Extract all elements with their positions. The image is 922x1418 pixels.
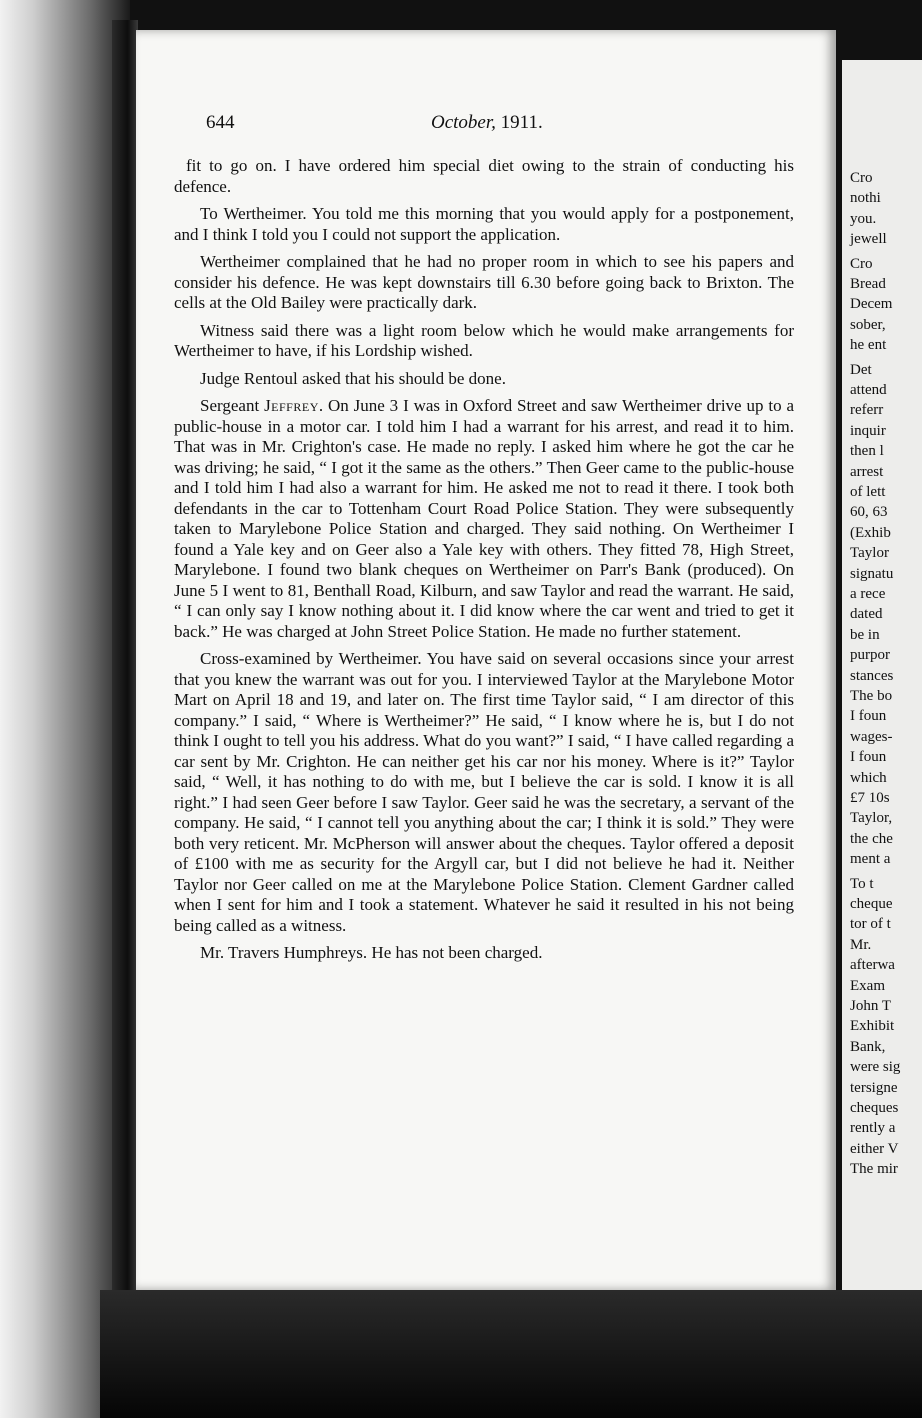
facing-page-line: Taylor (850, 545, 889, 562)
facing-page-line: rently a (850, 1120, 896, 1137)
facing-page-line: Mr. (850, 936, 872, 953)
witness-name: Jeffrey (264, 396, 319, 415)
facing-page-line: I foun (850, 708, 887, 725)
facing-page-line: signatu (850, 565, 894, 582)
facing-page-line: Bank, (850, 1038, 886, 1055)
facing-page-line: you. (850, 210, 877, 227)
facing-page-line: tor of t (850, 916, 891, 933)
paragraph: To Wertheimer. You told me this morning that you would apply for a postponement, and I think I told you I could not support the application. (174, 204, 794, 244)
facing-page-line: The mir (850, 1161, 898, 1178)
paragraph-continuation: fit to go on. I have ordered him special diet owing to the strain of conducting his defence. (174, 156, 794, 196)
facing-page-line: £7 10s (850, 790, 890, 806)
facing-page-line: dated (850, 606, 883, 623)
paragraph: Judge Rentoul asked that his should be done. (200, 368, 506, 388)
facing-page-line: Cro (850, 170, 873, 186)
facing-page-line: of lett (850, 484, 886, 500)
paragraph: Wertheimer complained that he had no proper room in which to see his papers and consider his defence. He was kept downstairs till 6.30 before going back to Brixton. The cells at the Old Bailey were practically dark. (174, 252, 794, 312)
facing-page-line: wages- (850, 728, 893, 745)
facing-page-line: attend (850, 382, 887, 398)
page-gutter (0, 0, 130, 1418)
facing-page-line: then l (850, 443, 884, 460)
paragraph: Mr. Travers Humphreys. He has not been charged. (200, 943, 543, 962)
facing-page-line: cheques (850, 1100, 899, 1116)
page-number: 644 (206, 112, 235, 133)
facing-page-line: Exhibit (850, 1018, 895, 1035)
bottom-shadow (100, 1290, 922, 1418)
facing-page-line: either V (850, 1140, 899, 1157)
facing-page-line: nothi (850, 190, 881, 207)
header-date (431, 112, 543, 134)
facing-page-line: Cro (850, 255, 873, 272)
facing-page-line: which (850, 769, 887, 786)
facing-page-line: sober, (850, 316, 886, 333)
facing-page-line: purpor (850, 647, 890, 664)
paragraph: Witness said there was a light room below which he would make arrangements for Wertheimer to have, if his Lordship wished. (174, 320, 794, 360)
facing-page-line: Exam (850, 977, 885, 994)
facing-page-line: Bread (850, 276, 886, 292)
book-binding-edge (112, 20, 138, 1320)
facing-page-line: afterwa (850, 957, 895, 974)
facing-page (842, 60, 922, 1290)
facing-page-line: (Exhib (850, 524, 891, 541)
paragraph-cross-examination: Cross-examined by Wertheimer. You have said on several occasions since your arrest that you knew the warrant was out for you. I interviewed Taylor at the Marylebone Motor Mart on April 18 and 19, and later on. The first time Taylor said, “ I am director of this company.” I said, “ Where is Wertheimer?” He said, “ I know where he is, but I do not think I ought to tell you his address. What do you want?” I said, “ I have called regarding a car sent by Mr. Crighton. He can neither get his car nor his money. Where is it?” Taylor said, “ Well, it has nothing to do with me, but I believe the car is sold. I know it is all right.” I had seen Geer before I saw Taylor. Geer said he was the secretary, a servant of the company. He said, “ I cannot tell you anything about the car; I think it is sold.” They were both very reticent. Mr. McPherson will answer about the cheques. Taylor offered a deposit of £100 with me as security for the Argyll car, but I did not believe he had it. Neither Taylor nor Geer called on me at the Marylebone Police Station. Clement Gardner called when I sent for him and I took a statement. Whatever he said it resulted in his not being being called as a witness. (174, 649, 794, 935)
facing-page-line: John T (850, 998, 891, 1014)
facing-page-line: jewell (850, 231, 887, 248)
page-header (206, 112, 586, 136)
facing-page-line: a rece (850, 586, 886, 602)
facing-page-line: tersigne (850, 1079, 898, 1096)
facing-page-line: the che (850, 830, 893, 847)
facing-page-line: I foun (850, 749, 887, 766)
facing-page-line: Det (850, 361, 872, 378)
facing-page-line: Decem (850, 296, 893, 313)
page-body (174, 156, 794, 971)
facing-page-line: cheque (850, 896, 893, 912)
header-year: 1911. (500, 112, 543, 133)
facing-page-line: stances (850, 667, 894, 684)
testimony-lead: Sergeant (200, 396, 265, 415)
facing-page-line: 60, 63 (850, 504, 888, 521)
facing-page-line: referr (850, 402, 884, 419)
facing-page-line: were sig (850, 1059, 901, 1076)
facing-page-line: be in (850, 626, 880, 643)
facing-page-line: ment a (850, 851, 891, 868)
header-month: October, (431, 112, 496, 133)
facing-page-line: To t (850, 875, 874, 892)
facing-page-line: arrest (850, 463, 884, 480)
paragraph-testimony (174, 396, 794, 642)
facing-page-line: The bo (850, 688, 893, 704)
testimony-text: . On June 3 I was in Oxford Street and saw Wertheimer drive up to a public-house in a motor car. I told him I had a warrant for his arrest, and read it to him. That was in Mr. Crighton's case. He made no reply. I asked him where he got the car he was driving; he said, “ I got it the same as the others.” Then Geer came to the public-house and I told him I had also a warrant for him. He asked me not to read it there. I took both defendants in the car to Tottenham Court Road Police Station. They were subsequently taken to Marylebone Police Station and charged. They said nothing. On Wertheimer I found a Yale key and on Geer also a Yale key with others. They fitted 78, High Street, Marylebone. I found two blank cheques on Wertheimer on Parr's Bank (produced). On June 5 I went to 81, Benthall Road, Kilburn, and saw Taylor and read the warrant. He said, “ I can only say I know nothing about it. I did know where the car went and tried to get it back.” He was charged at John Street Police Station. He made no further statement. (174, 396, 795, 641)
facing-page-line: Taylor, (850, 810, 893, 827)
facing-page-line: inquir (850, 422, 886, 439)
facing-page-line: he ent (850, 337, 887, 354)
